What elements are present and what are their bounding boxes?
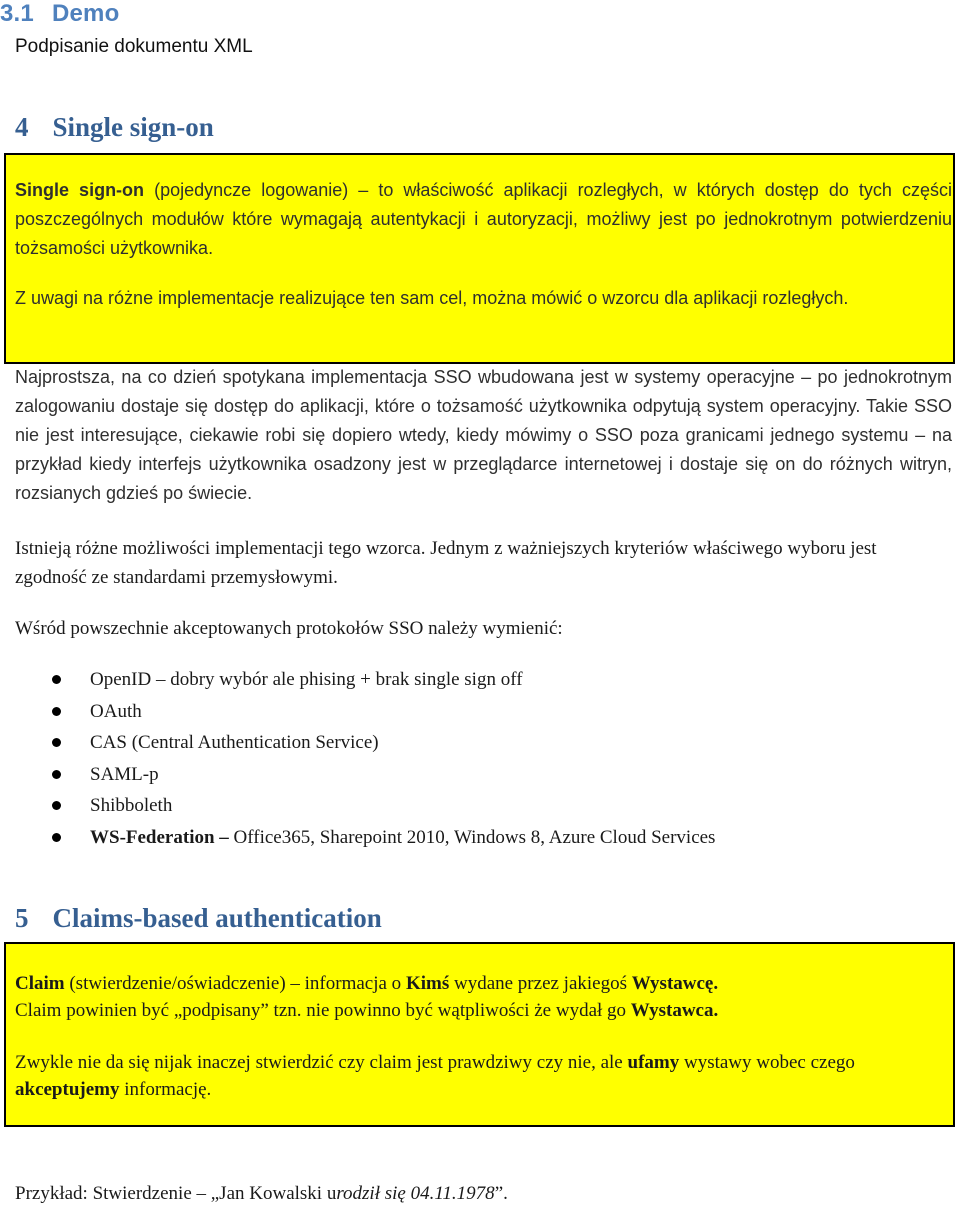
list-item: OpenID – dobry wybór ale phising + brak single sign off	[52, 664, 715, 696]
sso-definition-paragraph: Single sign-on (pojedyncze logowanie) – to właściwość aplikacji rozległych, w których dostęp do tych części poszczególnych modułów które wymagają autentykacji i autoryzacji, możliwy jest po jednokrotnym potwierdzeniu tożsamości użytkownika.	[15, 180, 952, 258]
bullet-icon	[52, 738, 61, 747]
list-item: Shibboleth	[52, 790, 715, 822]
list-item: OAuth	[52, 696, 715, 728]
sso-pattern-paragraph: Z uwagi na różne implementacje realizujące ten sam cel, można mówić o wzorcu dla aplikacji rozległych.	[15, 288, 849, 308]
section-5-heading	[15, 903, 382, 934]
section-title: Claims-based authentication	[52, 903, 382, 933]
list-item: CAS (Central Authentication Service)	[52, 727, 715, 759]
protocol-list	[52, 664, 715, 854]
bullet-icon	[52, 833, 61, 842]
bullet-icon	[52, 801, 61, 810]
bullet-icon	[52, 770, 61, 779]
section-number: 5	[15, 903, 29, 933]
section-number: 3.1	[0, 0, 34, 27]
sso-protocols-intro: Wśród powszechnie akceptowanych protokołów SSO należy wymienić:	[15, 618, 563, 639]
section-title: Single sign-on	[52, 112, 214, 142]
claim-example: Przykład: Stwierdzenie – „Jan Kowalski urodził się 04.11.1978”.	[15, 1183, 508, 1204]
section-3-1-heading	[0, 0, 119, 28]
section-3-1-subtitle: Podpisanie dokumentu XML	[15, 36, 253, 57]
bullet-icon	[52, 675, 61, 684]
claim-definition-paragraph: Claim (stwierdzenie/oświadczenie) – informacja o Kimś wydane przez jakiegoś Wystawcę. Claim powinien być „podpisany” tzn. nie powinno być wątpliwości że wydał go Wystawca.	[15, 973, 719, 1021]
list-item: WS-Federation – Office365, Sharepoint 2010, Windows 8, Azure Cloud Services	[52, 822, 715, 854]
list-item: SAML-p	[52, 759, 715, 791]
section-title: Demo	[51, 0, 120, 27]
sso-implementation-paragraph: Najprostsza, na co dzień spotykana implementacja SSO wbudowana jest w systemy operacyjne – po jednokrotnym zalogowaniu dostaje się dostęp do aplikacji, które o tożsamość użytkownika odpytują system operacyjny. Takie SSO nie jest interesujące, ciekawie robi się dopiero wtedy, kiedy mówimy o SSO poza granicami jednego systemu – na przykład kiedy interfejs użytkownika osadzony jest w przeglądarce internetowej i dostaje się on do różnych witryn, rozsianych gdzieś po świecie.	[15, 367, 952, 503]
claim-trust-paragraph: Zwykle nie da się nijak inaczej stwierdzić czy claim jest prawdziwy czy nie, ale ufamy wystawy wobec czego akceptujemy informację.	[15, 1052, 855, 1100]
section-number: 4	[15, 112, 29, 142]
sso-criteria-paragraph: Istnieją różne możliwości implementacji tego wzorca. Jednym z ważniejszych kryteriów właściwego wyboru jest zgodność ze standardami przemysłowymi.	[15, 538, 877, 588]
section-4-heading	[15, 112, 214, 143]
term-bold: Single sign-on	[15, 180, 145, 200]
bullet-icon	[52, 707, 61, 716]
